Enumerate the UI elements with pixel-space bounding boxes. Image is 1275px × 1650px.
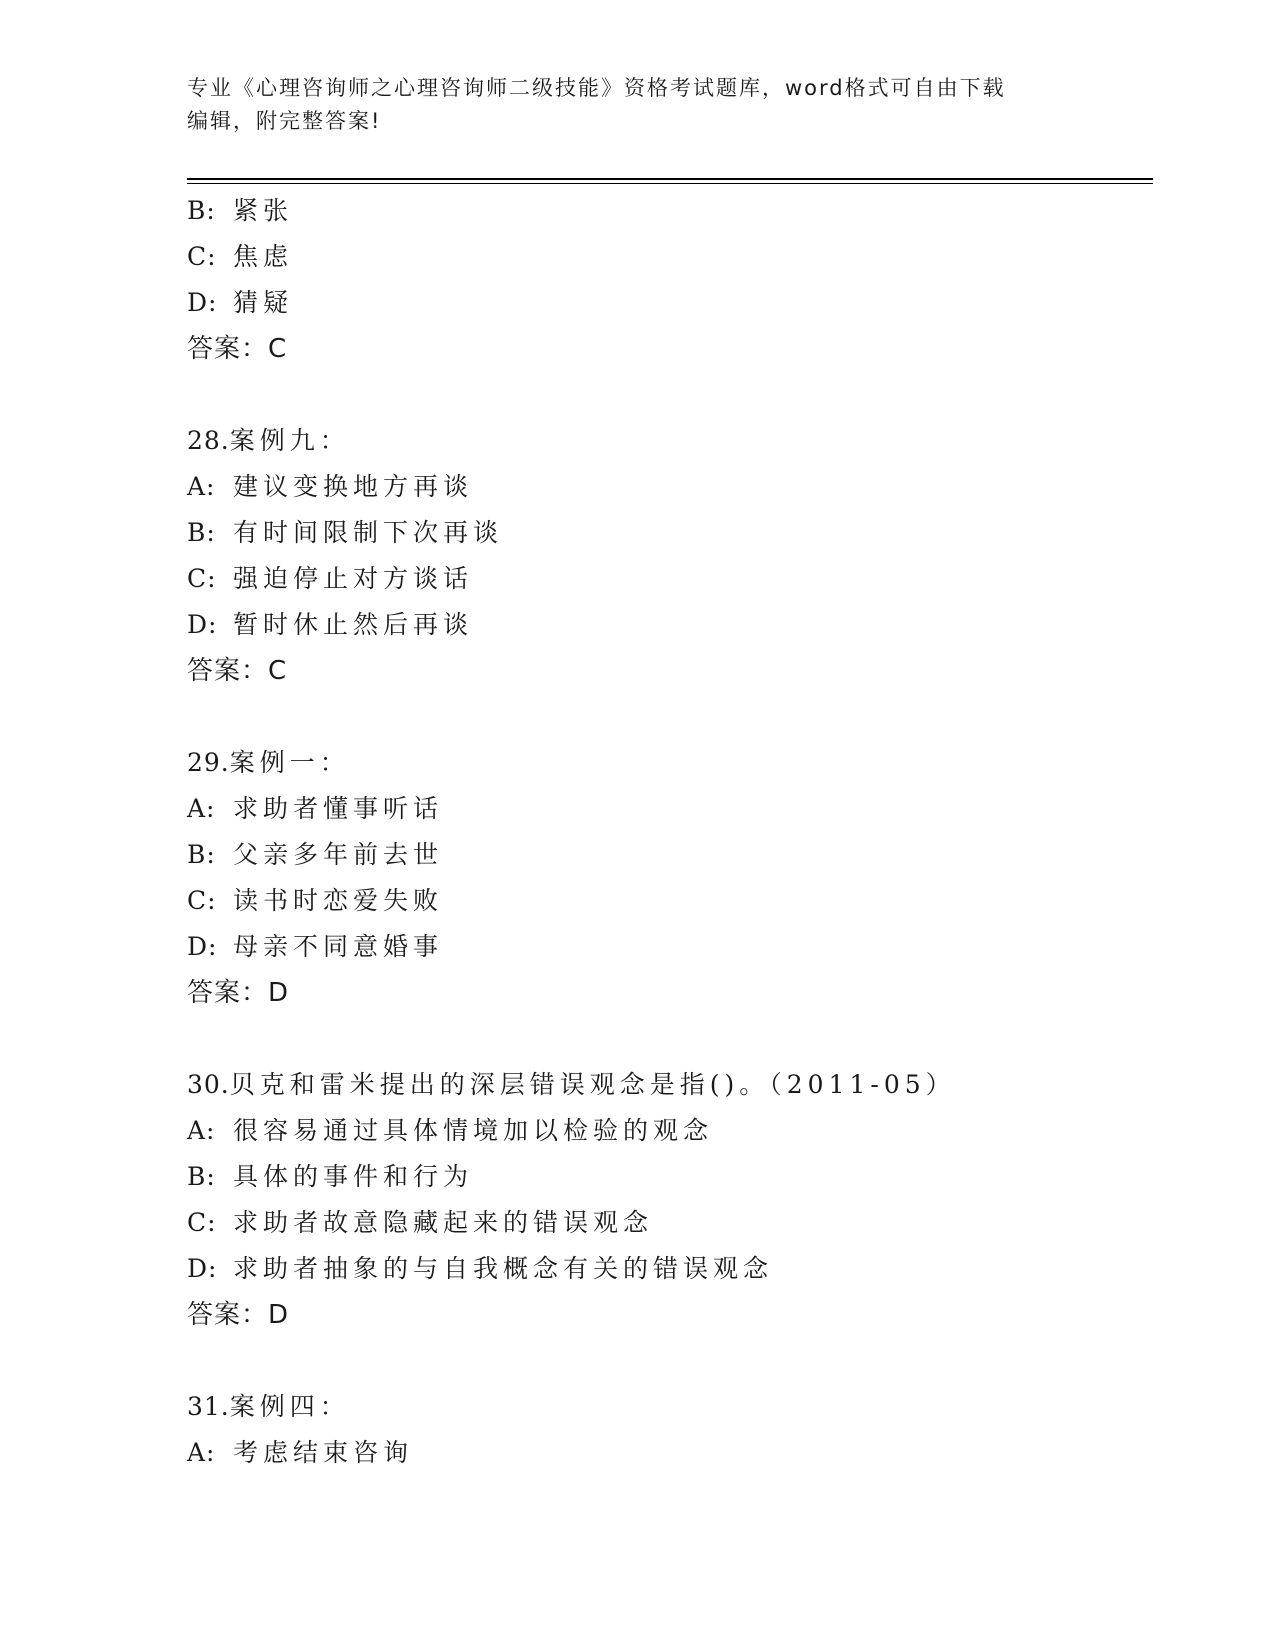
option-line	[187, 464, 1147, 510]
option-text: 读书时恋爱失败	[233, 886, 444, 915]
question-number: 29.	[187, 748, 230, 777]
option-line	[187, 556, 1147, 602]
question-list	[187, 188, 1147, 1476]
option-text: 具体的事件和行为	[233, 1162, 474, 1191]
option-label: D:	[187, 610, 218, 639]
option-label: B:	[187, 1162, 216, 1191]
option-text: 考虑结束咨询	[233, 1438, 414, 1467]
option-label: A:	[187, 472, 216, 501]
option-text: 求助者故意隐藏起来的错误观念	[233, 1208, 654, 1237]
option-line	[187, 878, 1147, 924]
question-number: 28.	[187, 426, 230, 455]
question-stem	[187, 740, 1147, 786]
option-label: B:	[187, 518, 216, 547]
question-text: 案例九：	[229, 426, 350, 455]
option-label: C:	[187, 1208, 217, 1237]
option-line	[187, 1154, 1147, 1200]
answer-line: 答案：C	[187, 656, 288, 686]
option-label: D:	[187, 288, 218, 317]
option-line	[187, 1246, 1147, 1292]
option-label: A:	[187, 794, 216, 823]
option-line	[187, 510, 1147, 556]
option-line	[187, 1200, 1147, 1246]
question-stem	[187, 418, 1147, 464]
question-28	[187, 418, 1147, 694]
option-label: D:	[187, 1254, 218, 1283]
spacer	[187, 1338, 1147, 1384]
document-header	[187, 72, 1067, 138]
option-text: 有时间限制下次再谈	[233, 518, 504, 547]
option-label: A:	[187, 1116, 216, 1145]
option-text: 紧张	[233, 196, 294, 225]
option-label: C:	[187, 886, 217, 915]
answer-line: 答案：D	[187, 1300, 290, 1330]
option-label: C:	[187, 564, 217, 593]
option-text: 强迫停止对方谈话	[233, 564, 474, 593]
option-label: D:	[187, 932, 218, 961]
question-text: 案例一：	[229, 748, 350, 777]
option-label: B:	[187, 840, 216, 869]
option-text: 很容易通过具体情境加以检验的观念	[233, 1116, 714, 1145]
question-text: 贝克和雷米提出的深层错误观念是指()。（2011-05）	[229, 1070, 956, 1099]
header-divider-thick	[187, 178, 1153, 180]
option-line	[187, 832, 1147, 878]
option-label: A:	[187, 1438, 216, 1467]
header-divider-thin	[187, 183, 1153, 184]
option-line	[187, 1430, 1147, 1476]
spacer	[187, 694, 1147, 740]
option-line	[187, 234, 1147, 280]
question-number: 30.	[187, 1070, 230, 1099]
answer-line: 答案：D	[187, 978, 290, 1008]
option-label: B:	[187, 196, 216, 225]
option-text: 母亲不同意婚事	[233, 932, 444, 961]
question-stem	[187, 1384, 1147, 1430]
question-number: 31.	[187, 1392, 230, 1421]
question-30	[187, 1062, 1147, 1338]
spacer	[187, 1016, 1147, 1062]
option-line	[187, 188, 1147, 234]
option-line	[187, 280, 1147, 326]
option-line	[187, 602, 1147, 648]
option-line	[187, 786, 1147, 832]
option-line	[187, 924, 1147, 970]
question-tail	[187, 188, 1147, 372]
option-line	[187, 1108, 1147, 1154]
option-text: 求助者抽象的与自我概念有关的错误观念	[233, 1254, 774, 1283]
spacer	[187, 372, 1147, 418]
option-text: 猜疑	[233, 288, 294, 317]
question-stem	[187, 1062, 1147, 1108]
header-line-1: 专业《心理咨询师之心理咨询师二级技能》资格考试题库，word格式可自由下载	[187, 76, 1006, 100]
header-line-2: 编辑，附完整答案!	[187, 109, 382, 133]
question-29	[187, 740, 1147, 1016]
option-text: 建议变换地方再谈	[233, 472, 474, 501]
question-text: 案例四：	[229, 1392, 350, 1421]
option-text: 焦虑	[233, 242, 294, 271]
option-text: 父亲多年前去世	[233, 840, 444, 869]
question-31	[187, 1384, 1147, 1476]
answer-line: 答案：C	[187, 334, 288, 364]
option-text: 暂时休止然后再谈	[233, 610, 474, 639]
option-label: C:	[187, 242, 217, 271]
option-text: 求助者懂事听话	[233, 794, 444, 823]
